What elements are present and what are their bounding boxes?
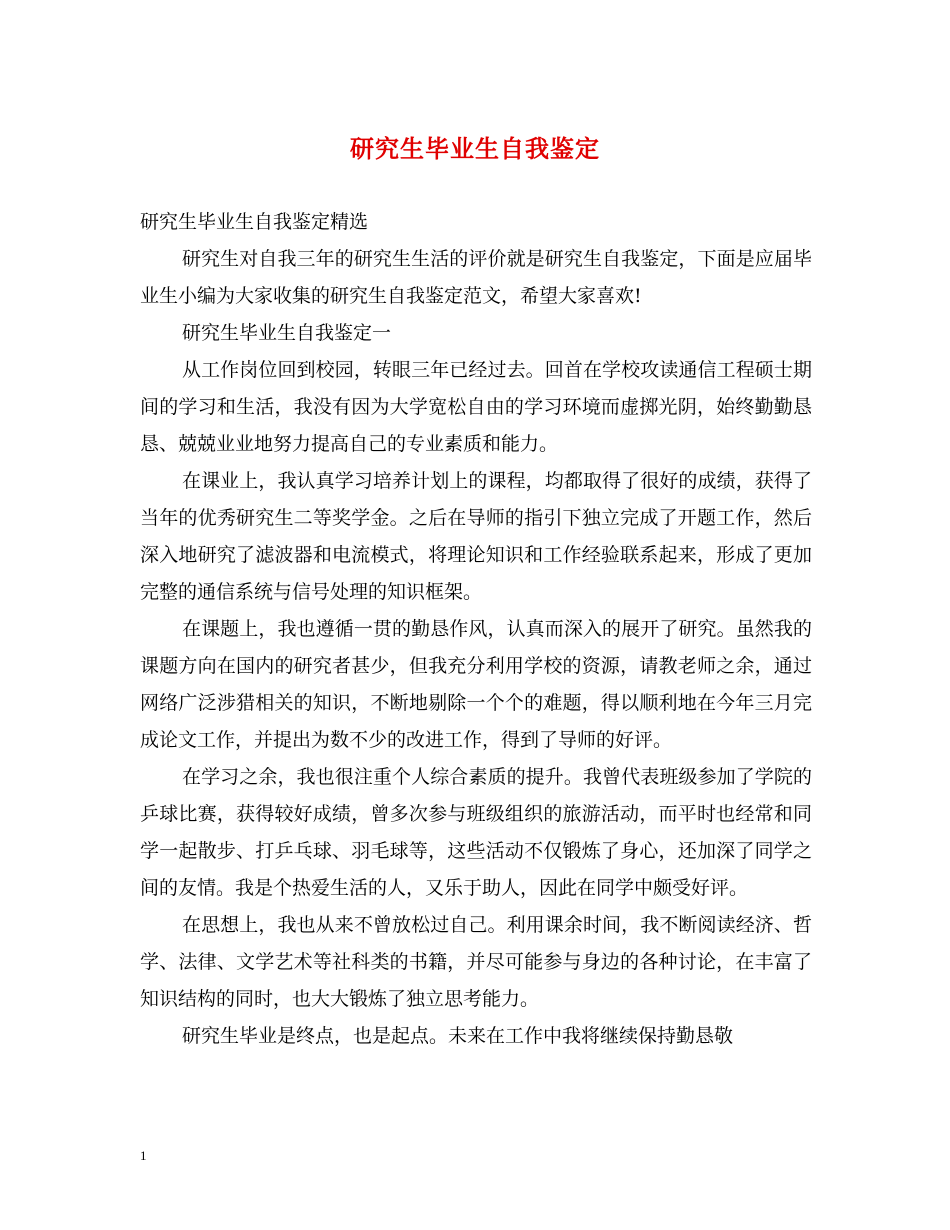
paragraph: 在学习之余，我也很注重个人综合素质的提升。我曾代表班级参加了学院的乒球比赛，获得较好成绩，曾多次参与班级组织的旅游活动，而平时也经常和同学一起散步、打乒乓球、羽毛球等，这些活动不仅锻炼了身心，还加深了同学之间的友情。我是个热爱生活的人，又乐于助人，因此在同学中颇受好评。 xyxy=(140,766,812,899)
paragraph: 研究生毕业是终点，也是起点。未来在工作中我将继续保持勤恳敬 xyxy=(182,1025,734,1047)
paragraph: 在课题上，我也遵循一贯的勤恳作风，认真而深入的展开了研究。虽然我的课题方向在国内的研究者甚少，但我充分利用学校的资源，请教老师之余，通过网络广泛涉猎相关的知识，不断地剔除一个个的难题，得以顺利地在今年三月完成论文工作，并提出为数不少的改进工作，得到了导师的好评。 xyxy=(140,618,812,751)
section-heading: 研究生毕业生自我鉴定一 xyxy=(182,322,392,344)
document-body xyxy=(140,204,812,1055)
page-number: 1 xyxy=(140,1148,147,1163)
paragraph: 在课业上，我认真学习培养计划上的课程，均都取得了很好的成绩，获得了当年的优秀研究生二等奖学金。之后在导师的指引下独立完成了开题工作，然后深入地研究了滤波器和电流模式，将理论知识和工作经验联系起来，形成了更加完整的通信系统与信号处理的知识框架。 xyxy=(140,470,812,603)
paragraph: 在思想上，我也从来不曾放松过自己。利用课余时间，我不断阅读经济、哲学、法律、文学艺术等社科类的书籍，并尽可能参与身边的各种讨论，在丰富了知识结构的同时，也大大锻炼了独立思考能力。 xyxy=(140,914,812,1010)
paragraph: 研究生对自我三年的研究生生活的评价就是研究生自我鉴定，下面是应届毕业生小编为大家收集的研究生自我鉴定范文，希望大家喜欢! xyxy=(140,248,812,307)
document-subtitle: 研究生毕业生自我鉴定精选 xyxy=(140,211,369,233)
paragraph: 从工作岗位回到校园，转眼三年已经过去。回首在学校攻读通信工程硕士期间的学习和生活，我没有因为大学宽松自由的学习环境而虚掷光阴，始终勤勤恳恳、兢兢业业地努力提高自己的专业素质和能力。 xyxy=(140,359,812,455)
document-title: 研究生毕业生自我鉴定 xyxy=(350,134,600,163)
